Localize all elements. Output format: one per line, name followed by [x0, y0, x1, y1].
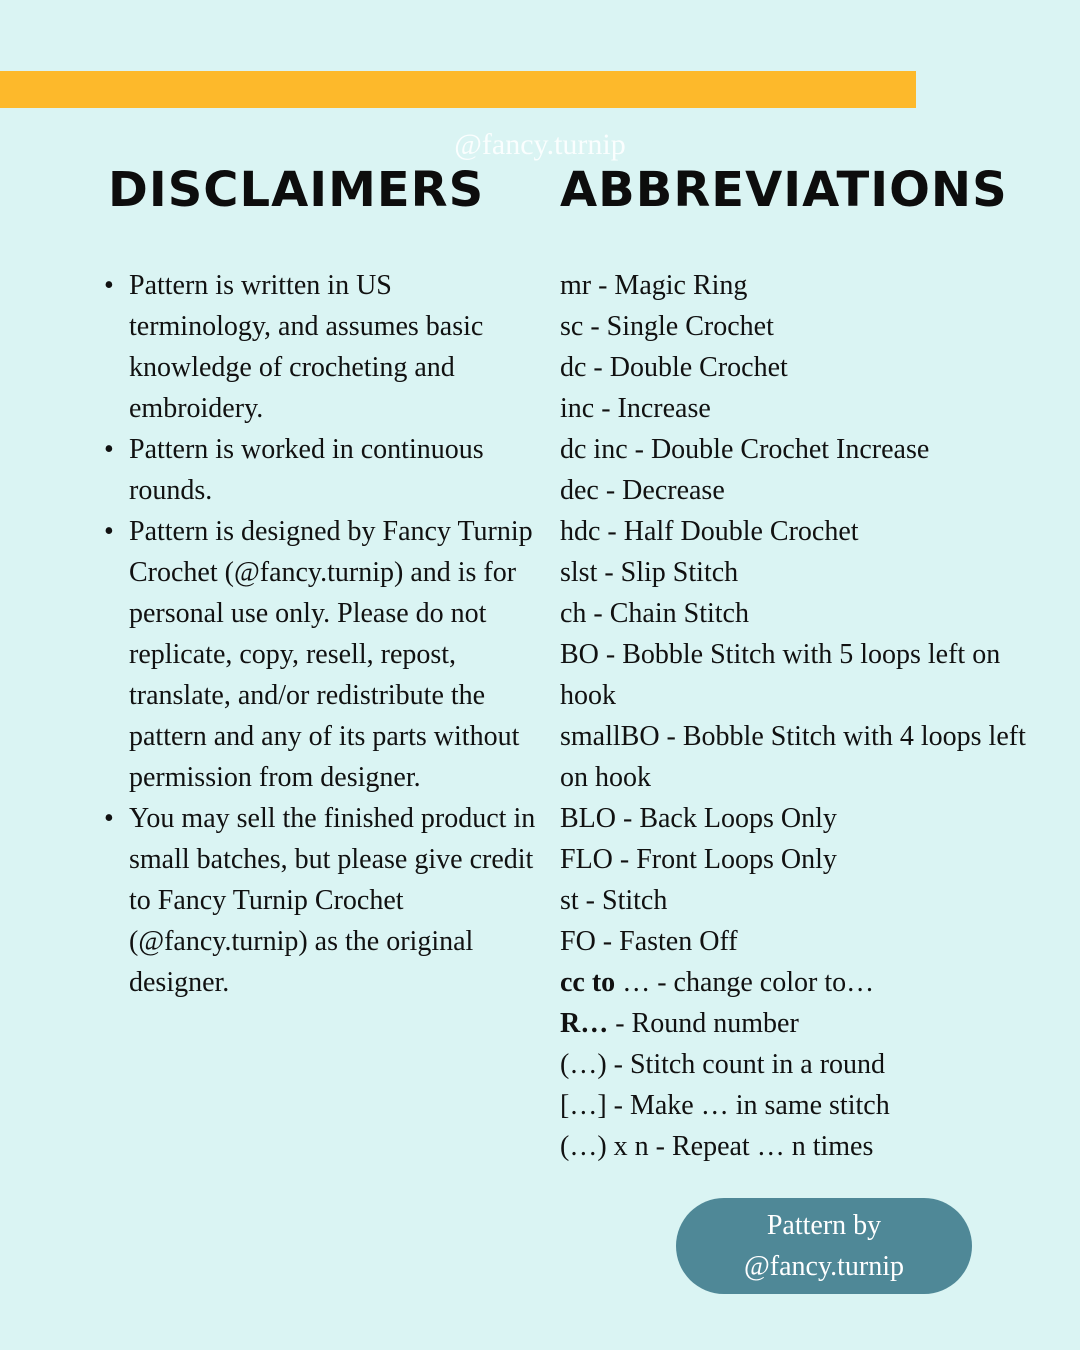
abbreviation-item: FLO - Front Loops Only — [560, 844, 837, 875]
bullet-icon: • — [104, 434, 114, 465]
abbreviations-list — [560, 265, 1030, 1167]
abbreviation-item: BLO - Back Loops Only — [560, 803, 837, 834]
disclaimers-heading: DISCLAIMERS — [108, 162, 485, 218]
abbreviation-item: FO - Fasten Off — [560, 926, 738, 957]
disclaimer-text: Pattern is written in US terminology, and assumes basic knowledge of crocheting and embroidery. — [129, 270, 484, 424]
abbreviation-item: BO - Bobble Stitch with 5 loops left on hook — [560, 639, 1001, 711]
watermark: @fancy.turnip — [454, 128, 626, 161]
abbreviation-item: […] - Make … in same stitch — [560, 1090, 890, 1121]
abbreviation-item: R… - Round number — [560, 1008, 799, 1039]
abbreviation-item: slst - Slip Stitch — [560, 557, 739, 588]
abbreviation-item: dec - Decrease — [560, 475, 725, 506]
abbreviation-item: ch - Chain Stitch — [560, 598, 749, 629]
bullet-icon: • — [104, 270, 114, 301]
abbreviation-item: hdc - Half Double Crochet — [560, 516, 859, 547]
abbreviation-item: sc - Single Crochet — [560, 311, 774, 342]
abbreviations-heading: ABBREVIATIONS — [560, 162, 1008, 218]
abbreviation-item: cc to … - change color to… — [560, 967, 875, 998]
badge-line-2: @fancy.turnip — [743, 1251, 905, 1282]
badge-line-1: Pattern by — [766, 1210, 882, 1241]
disclaimer-item — [98, 429, 538, 511]
disclaimer-text: Pattern is designed by Fancy Turnip Crochet (@fancy.turnip) and is for personal use only. Please do not replicate, copy, resell, repost, translate, and/or redistribute the pattern and any of its parts without permission from designer. — [129, 516, 533, 793]
abbreviation-item: inc - Increase — [560, 393, 711, 424]
abbreviation-item: dc inc - Double Crochet Increase — [560, 434, 930, 465]
abbreviation-item: mr - Magic Ring — [560, 270, 748, 301]
disclaimer-text: Pattern is worked in continuous rounds. — [129, 434, 484, 506]
abbreviation-item: dc - Double Crochet — [560, 352, 788, 383]
bullet-icon: • — [104, 516, 114, 547]
abbreviation-item: (…) x n - Repeat … n times — [560, 1131, 874, 1162]
disclaimer-item — [98, 265, 538, 429]
disclaimers-list — [98, 265, 538, 1003]
disclaimer-item — [98, 511, 538, 798]
abbreviation-item: smallBO - Bobble Stitch with 4 loops left on hook — [560, 721, 1026, 793]
bullet-icon: • — [104, 803, 114, 834]
pattern-credit-badge — [676, 1198, 972, 1294]
abbreviation-item: st - Stitch — [560, 885, 668, 916]
disclaimer-text: You may sell the finished product in small batches, but please give credit to Fancy Turnip Crochet (@fancy.turnip) as the original designer. — [129, 803, 536, 998]
abbreviation-item: (…) - Stitch count in a round — [560, 1049, 886, 1080]
disclaimer-item — [98, 798, 538, 1003]
accent-bar — [0, 71, 916, 108]
